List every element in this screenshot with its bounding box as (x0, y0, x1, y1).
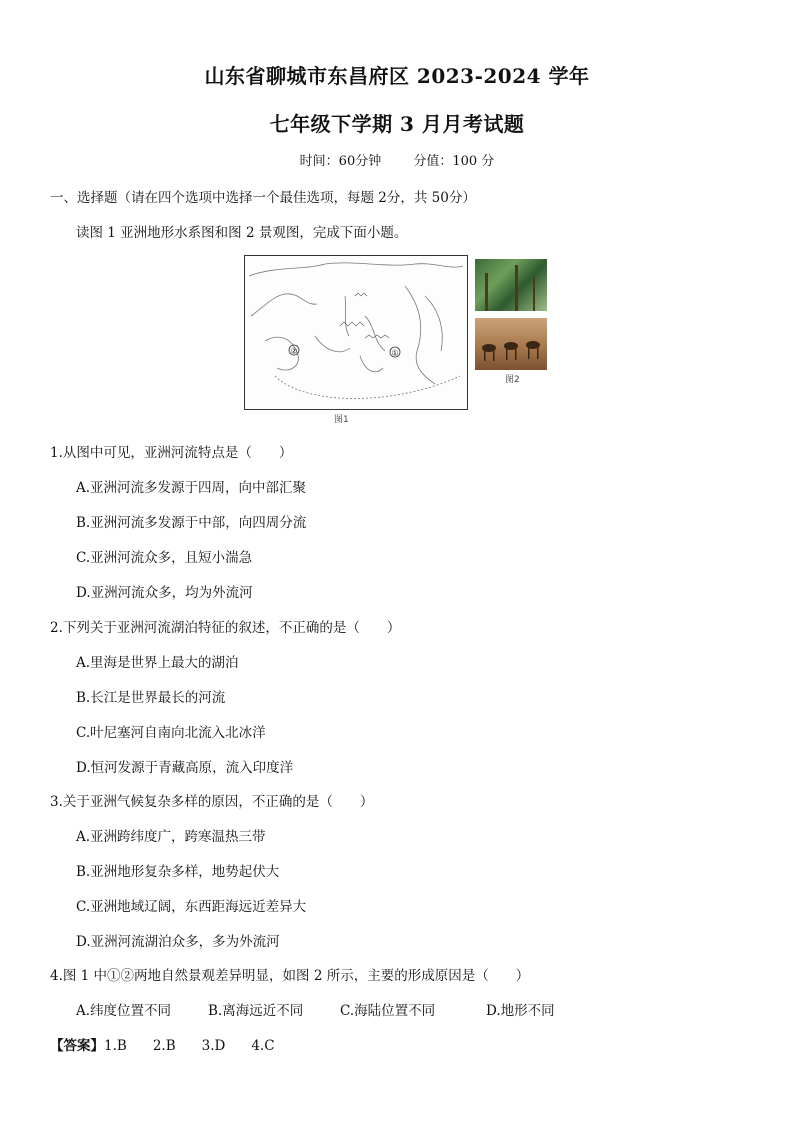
figure-1-caption: 图1 (334, 415, 349, 425)
title-line-2: 七年级下学期 3 月月考试题 (269, 112, 525, 136)
question-4-option-d: D.地形不同 (486, 1003, 555, 1019)
answer-tag: 【答案】 (50, 1038, 104, 1054)
exam-time: 时间：60分钟 (299, 154, 382, 169)
forest-landscape-photo (475, 259, 547, 311)
desert-camel-photo (475, 318, 547, 370)
answer-2: 2.B (152, 1038, 176, 1054)
question-2-option-b: B.长江是世界最长的河流 (76, 690, 226, 706)
question-1-option-b: B.亚洲河流多发源于中部，向四周分流 (76, 515, 307, 531)
map-drawing (245, 256, 467, 409)
map-marker-1: ① (391, 348, 399, 358)
figure-2-caption: 图2 (505, 375, 520, 385)
question-1-option-d: D.亚洲河流众多，均为外流河 (76, 585, 253, 601)
question-4-option-a: A.纬度位置不同 (76, 1003, 172, 1019)
answer-4: 4.C (251, 1038, 275, 1054)
question-3-stem: 3.关于亚洲气候复杂多样的原因，不正确的是（ ） (50, 794, 374, 810)
camel-icon (475, 318, 547, 370)
question-2-stem: 2.下列关于亚洲河流湖泊特征的叙述，不正确的是（ ） (50, 620, 401, 636)
answer-key (50, 1034, 275, 1054)
map-marker-2: ② (290, 346, 298, 356)
question-3-option-a: A.亚洲跨纬度广，跨寒温热三带 (76, 829, 266, 845)
question-3-option-b: B.亚洲地形复杂多样，地势起伏大 (76, 864, 280, 880)
exam-meta (0, 150, 794, 169)
reading-instruction: 读图 1 亚洲地形水系图和图 2 景观图，完成下面小题。 (76, 225, 408, 241)
question-2-option-c: C.叶尼塞河自南向北流入北冰洋 (76, 725, 266, 741)
asia-terrain-river-map (244, 255, 468, 410)
question-1-stem: 1.从图中可见，亚洲河流特点是（ ） (50, 445, 293, 461)
question-1-option-a: A.亚洲河流多发源于四周，向中部汇聚 (76, 480, 307, 496)
question-3-option-d: D.亚洲河流湖泊众多，多为外流河 (76, 934, 280, 950)
question-3-option-c: C.亚洲地域辽阔，东西距海远近差异大 (76, 899, 307, 915)
forest-trees-icon (475, 259, 547, 311)
exam-score: 分值：100 分 (413, 154, 495, 169)
answer-1: 1.B (104, 1038, 127, 1054)
section-heading: 一、选择题（请在四个选项中选择一个最佳选项，每题 2分，共 50分） (50, 190, 476, 206)
question-2-option-a: A.里海是世界上最大的湖泊 (76, 655, 239, 671)
question-1-option-c: C.亚洲河流众多，且短小湍急 (76, 550, 253, 566)
question-4-option-c: C.海陆位置不同 (340, 1003, 436, 1019)
title-line-1: 山东省聊城市东昌府区 2023-2024 学年 (204, 64, 590, 88)
question-4-stem: 4.图 1 中①②两地自然景观差异明显，如图 2 所示，主要的形成原因是（ ） (50, 968, 530, 984)
question-2-option-d: D.恒河发源于青藏高原，流入印度洋 (76, 760, 294, 776)
question-4-option-b: B.离海远近不同 (208, 1003, 304, 1019)
answer-3: 3.D (201, 1038, 226, 1054)
